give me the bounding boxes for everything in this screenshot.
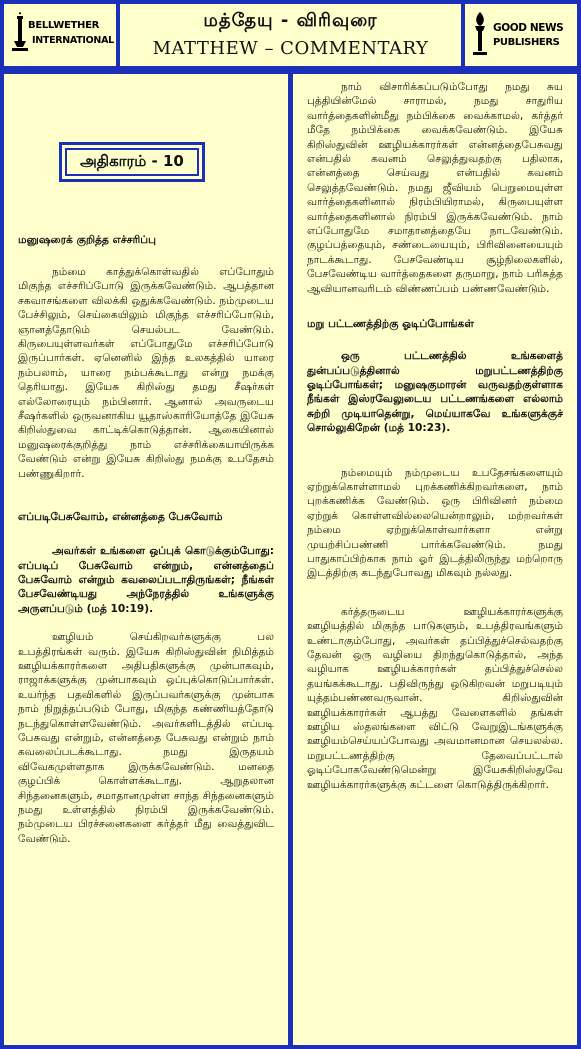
logo-right-line1: GOOD NEWS (493, 22, 564, 34)
scripture-quote-10-19: அவர்கள் உங்களை ஒப்புக் கொடுக்கும்போது: எப்படிப் பேசுவோம் என்றும், என்னத்தைப் பேசுவோம் என்றும் கவலைப்படாதிருங்கள்; நீங்கள் பேசவேண்டியது அந்நேரத்தில் உங்களுக்கு அருளப்படும் (மத் 10:19). (18, 545, 274, 615)
content-frame (0, 70, 581, 1049)
logo-right-line2: PUBLISHERS (493, 37, 560, 48)
good-news-logo (469, 10, 573, 60)
page-title-english: MATTHEW – COMMENTARY (152, 38, 429, 59)
page-title-tamil: மத்தேயு - விரிவுரை (203, 10, 378, 31)
left-column (4, 74, 288, 1045)
right-logo-box (465, 4, 577, 66)
section-heading-warning: மனுஷரைக் குறித்த எச்சரிப்பு (18, 234, 156, 246)
header-bar (0, 0, 581, 70)
paragraph-escape: கர்த்தருடைய ஊழியக்காரர்களுக்கு ஊழியத்தில் மிகுந்த பாடுகளும், உபத்திரவங்களும் உண்டாகும்போது, அவர்கள் தப்பித்துச்செல்வதற்கு தேவன் ஒரு வழியை திறந்துகொடுத்தால், அந்த வழியாக ஊழியக்காரர்கள் தப்பித்துச்செல்ல தயங்கக்கூடாது. பதிவிருந்து ஒடுகிறவன் மறுபடியும் யுத்தம்பண்ணவருவான். கிறிஸ்துவின் ஊழியக்காரர்கள் ஆபத்து வேளைகளில் தங்கள் ஊழிய ஸ்தலங்களை விட்டு வேறுஇடங்களுக்கு ஊழியம்செய்யப்போவது அவமானமான செயலல்ல. மறுபட்டணத்திற்கு தேவைப்பட்டால் ஓடிப்போகவேண்டுமென்று இயேசுகிறிஸ்துவே ஊழியக்காரர்களுக்கு கட்டளை கொடுத்திருக்கிறார். (307, 605, 563, 791)
left-logo-box (4, 4, 116, 66)
lamp-icon (10, 12, 30, 60)
bellwether-logo (10, 12, 114, 60)
title-box (120, 4, 461, 66)
paragraph-rejection: நம்மையும் நம்முடைய உபதேசங்களையும் ஏற்றுக்கொள்ளாமல் புறக்கணிக்கிறவர்களை, நாம் புறக்கணிக்க வேண்டும். ஒரு பிரிவினர் நம்மை ஏற்றுக் கொள்ளவில்லையென்றாலும், மற்றவர்கள் நம்மை ஏற்றுக்கொள்வார்களா என்று முயற்சிப்பண்ணி பார்க்கவேண்டும். நமது பாதுகாப்பிற்காக நாம் ஓர் இடத்திலிருந்து மற்றொரு இடத்திற்கு கடந்துபோவது மிகவும் நல்லது. (307, 466, 563, 580)
scripture-quote-10-23: ஒரு பட்டணத்தில் உங்களைத் துன்பப்படுத்தினால் மறுபட்டணத்திற்கு ஓடிப்போங்கள்; மனுஷகுமாரன் வருவதற்குள்ளாக நீங்கள் இஸ்ரவேலுடைய பட்டணங்களை எல்லாம் சுற்றி முடியாதென்று, மெய்யாகவே உங்களுக்குச் சொல்லுகிறேன் (மத் 10:23). (307, 350, 563, 435)
section-heading-flee: மறு பட்டணத்திற்கு ஓடிப்போங்கள் (307, 318, 474, 331)
chapter-box (59, 142, 205, 182)
torch-icon (469, 10, 491, 60)
logo-left-line2: INTERNATIONAL (32, 35, 114, 46)
paragraph-warning: நம்மை காத்துக்கொள்வதில் எப்போதும் மிகுந்த எச்சரிப்போடு இருக்கவேண்டும். ஆபத்தான சகவாசங்களை விலக்கி ஒதுக்கவேண்டும். நம்முடைய பேச்சிலும், செய்கையிலும் மிகுந்த எச்சரிப்போடும், ஞானத்தோடும் செயல்பட வேண்டும். கிருபையுள்ளவர்கள் எப்போதுமே எச்சரிப்போடு இருப்பார்கள். ஏனெனில் இந்த உலகத்தில் யாரை நம்பலாம், யாரை நம்பக்கூடாது என்று நமக்கு தெரியாது. இயேசு கிறிஸ்து தமது சீஷர்கள் எல்லோரையும் நம்பினார். ஆனால் அவருடைய சீஷர்களில் ஒருவனாகிய யூதாஸ்காரியோத்தே இயேசு கிறிஸ்துவை காட்டிக்கொடுத்தான். ஆகையினால் மனுஷரைக்குறித்து நாம் எச்சரிக்கையாயிருக்க வேண்டும் என்று இயேசு கிறிஸ்து நமக்கு உபதேசம் பண்ணுகிறார். (18, 266, 274, 480)
logo-left-line1: BELLWETHER (28, 20, 100, 31)
right-column (293, 74, 577, 1045)
section-heading-how-to-speak: எப்படிபேசுவோம், என்னத்தை பேசுவோம் (18, 511, 223, 524)
paragraph-trust-god: நாம் விசாரிக்கப்படும்போது நமது சுய புத்தியின்மேல் சாராமல், நமது சாதுரிய வார்த்தைகளின்மீது நம்பிக்கை வைக்காமல், கர்த்தர் மீதே நம்பிக்கை வைக்கவேண்டும். இயேசு கிறிஸ்துவின் ஊழியக்காரர்கள் என்னத்தைபேசுவது என்பதில் கவனம் செலுத்துவதற்கு பதிலாக, என்னத்தை செய்வது என்பதில் கவனம் செலுத்தவேண்டும். நமது ஜீவியம் பெறுமையுள்ள வார்த்தைகளினால் நிரம்பியிராமல், கிருபையுள்ள வார்த்தைகளினால் நிரம்பி இருக்கவேண்டும். நாம் எப்போதுமே சமாதானத்தையே நாடவேண்டும். குழப்பத்தையும், சண்டையையும், பிரிவினையையும் நாடக்கூடாது. பேசவேண்டிய சூழ்நிலைகளில், பேசவேண்டிய வார்த்தைகளை தருமாறு, நாம் பரிசுத்த ஆவியானவரிடம் விண்ணப்பம் பண்ணவேண்டும். (307, 81, 563, 295)
paragraph-ministry-trials: ஊழியம் செய்கிறவர்களுக்கு பல உபத்திரங்கள் வரும். இயேசு கிறிஸ்துவின் நிமித்தம் ஊழியக்காரர்களை அதிபதிகளுக்கு முன்பாகவும், ராஜாக்களுக்கு முன்பாகவும் ஒப்புக்கொடுப்பார்கள். உயர்ந்த பதவிகளில் இருப்பவர்களுக்கு முன்பாக நாம் நிறுத்தப்படும் போது, மிகுந்த கண்ணியத்தோடு நடந்துகொள்ளவேண்டும். அவர்களிடத்தில் எப்படி பேசுவது என்றும், என்னத்தை பேசுவது என்றும் நாம் கவலைப்படக்கூடாது. நமது இருதயம் விவேகமுள்ளதாக இருக்கவேண்டும். மனதை குழப்பிக் கொள்ளக்கூடாது. ஆறுதலான சிந்தனைகளும், சமாதானமுள்ள சாந்த சிந்தனைகளும் நமது உள்ளத்தில் நிரம்பி இருக்கவேண்டும். நம்முடைய பிரச்சனைகளை கர்த்தர் மீது வைத்துவிட வேண்டும். (18, 631, 274, 845)
chapter-label: அதிகாரம் - 10 (65, 148, 199, 176)
